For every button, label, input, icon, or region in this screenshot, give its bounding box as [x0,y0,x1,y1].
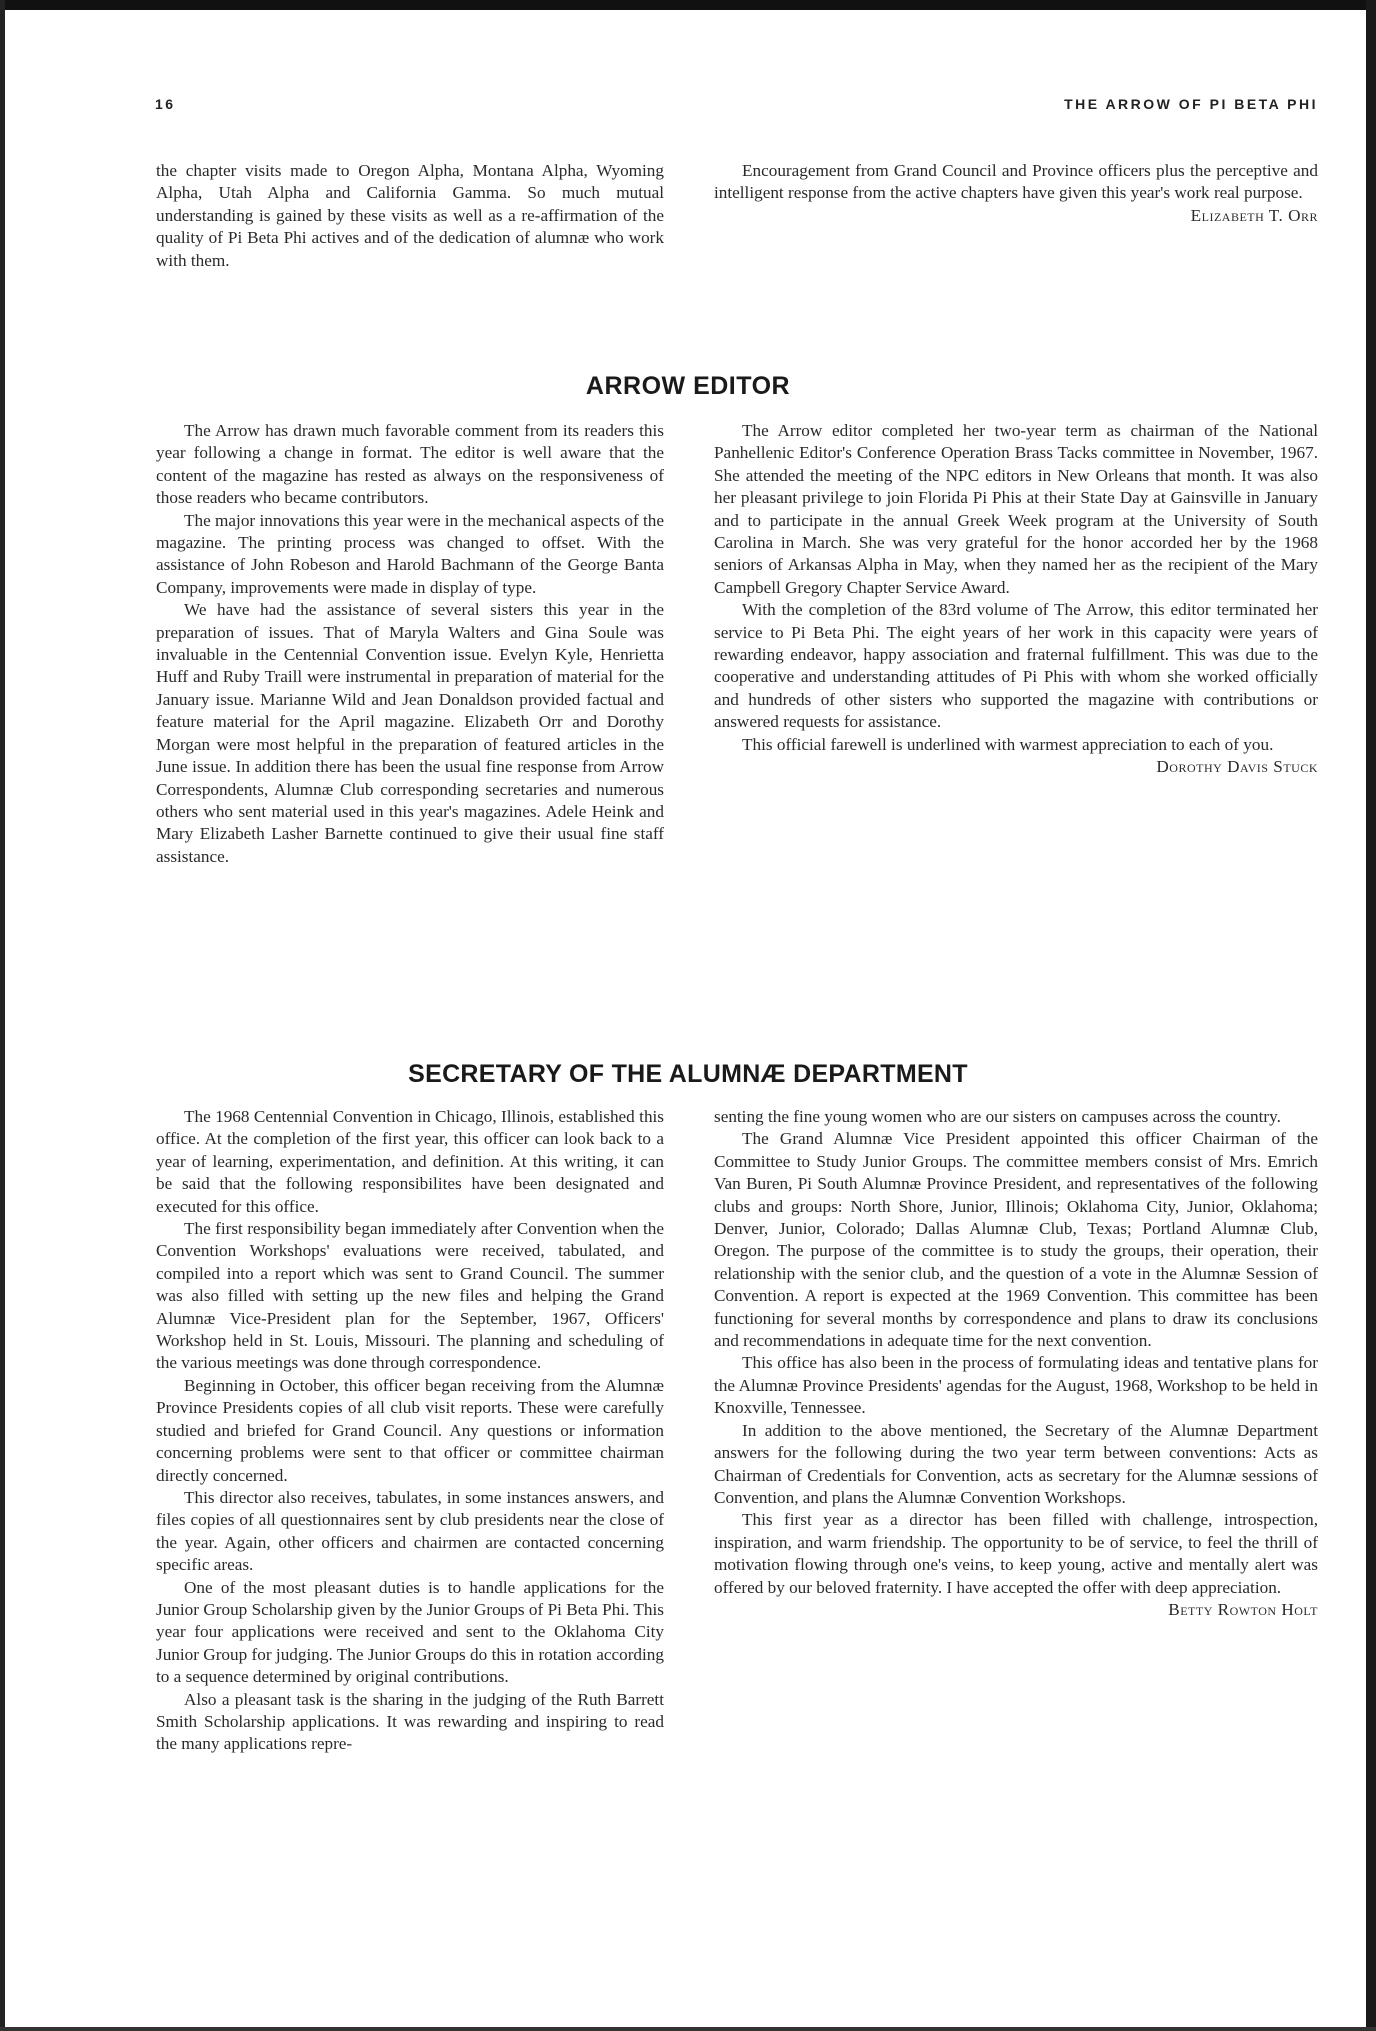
signature: Betty Rowton Holt [1168,1599,1318,1619]
signature: Dorothy Davis Stuck [1156,757,1318,777]
paragraph: This official farewell is underlined with warmest appreciation to each of you. [742,734,1274,754]
paragraph: Encouragement from Grand Council and Province officers plus the perceptive and intelligent response from the active chapters have given this year's work real purpose. [714,161,1318,203]
paragraph: We have had the assistance of several sisters this year in the preparation of issues. That of Maryla Walters and Gina Soule was invaluable in the Centennial Convention issue. Evelyn Kyle, Henrietta Huff and Ruby Traill were instrumental in preparation of material for the January issue. Marianne Wild and Jean Donaldson provided factual and feature material for the April magazine. Elizabeth Orr and Dorothy Morgan were most helpful in the preparation of featured articles in the June issue. In addition there has been the usual fine response from Arrow Correspondents, Alumnæ Club corresponding secretaries and numerous others who sent material used in this year's magazines. Adele Heink and Mary Elizabeth Lasher Barnette continued to give their usual fine staff assistance. [156,600,664,866]
running-title: THE ARROW OF PI BETA PHI [1064,96,1318,112]
paragraph: The major innovations this year were in the mechanical aspects of the magazine. The printing process was changed to offset. With the assistance of John Robeson and Harold Bachmann of the George Banta Company, improvements were made in display of type. [156,510,664,597]
intro-right-column [714,160,1318,227]
paragraph: This director also receives, tabulates, in some instances answers, and files copies of all questionnaires sent by club presidents near the close of the year. Again, other officers and chairmen are contacted concerning specific areas. [156,1487,664,1575]
scan-border-right [1366,0,1376,2031]
paragraph: This office has also been in the process of formulating ideas and tentative plans for the Alumnæ Province Presidents' agendas for the August, 1968, Workshop to be held in Knoxville, Tennessee. [714,1353,1318,1418]
arrow-editor-left-column [156,420,664,868]
intro-left-column [156,160,664,272]
paragraph: In addition to the above mentioned, the Secretary of the Alumnæ Department answers for the following during the two year term between conventions: Acts as Chairman of Credentials for Convention, acts as secretary for the Alumnæ sessions of Convention, and plans the Alumnæ Convention Workshops. [714,1420,1318,1507]
paragraph: One of the most pleasant duties is to handle applications for the Junior Group Scholarship given by the Junior Groups of Pi Beta Phi. This year four applications were received and sent to the Oklahoma City Junior Group for judging. The Junior Groups do this in rotation according to a sequence determined by original contributions. [156,1577,664,1687]
page-number: 16 [155,96,176,112]
section-heading-alumnae-secretary: SECRETARY OF THE ALUMNÆ DEPARTMENT [408,1060,968,1088]
scan-border-bottom [0,2027,1376,2031]
paragraph: The Arrow has drawn much favorable comment from its readers this year following a change in format. The editor is well aware that the content of the magazine has rested as always on the responsiveness of those readers who became contributors. [156,421,664,508]
paragraph: The first responsibility began immediately after Convention when the Convention Workshops' evaluations were received, tabulated, and compiled into a report which was sent to Grand Council. The summer was also filled with setting up the new files and helping the Grand Alumnæ Vice-President plan for the September, 1967, Officers' Workshop held in St. Louis, Missouri. The planning and scheduling of the various meetings was done through correspondence. [156,1219,664,1373]
alumnae-secretary-left-column [156,1106,664,1756]
scan-border-left [0,0,5,2031]
paragraph: senting the fine young women who are our sisters on campuses across the country. [714,1107,1281,1126]
paragraph: Beginning in October, this officer began receiving from the Alumnæ Province Presidents copies of all club visit reports. These were carefully studied and briefed for Grand Council. Any questions or information concerning problems were sent to that officer or committee chairman directly concerned. [156,1375,664,1485]
paragraph: The 1968 Centennial Convention in Chicago, Illinois, established this office. At the completion of the first year, this officer can look back to a year of learning, experimentation, and definition. At this writing, it can be said that the following responsibilites have been designated and executed for this office. [156,1107,664,1216]
alumnae-secretary-right-column [714,1106,1318,1621]
paragraph: With the completion of the 83rd volume of The Arrow, this editor terminated her service to Pi Beta Phi. The eight years of her work in this capacity were years of rewarding endeavor, happy association and fraternal fulfillment. This was due to the cooperative and understanding attitudes of Pi Phis with whom she worked officially and hundreds of other sisters who supported the magazine with contributions or answered requests for assistance. [714,600,1318,732]
arrow-editor-right-column [714,420,1318,779]
paragraph: This first year as a director has been filled with challenge, introspection, inspiration, and warm friendship. The opportunity to be of service, to feel the thrill of motivation flowing through one's veins, to keep young, active and mentally alert was offered by our beloved fraternity. I have accepted the offer with deep appreciation. [714,1510,1318,1597]
scan-border-top [0,0,1376,10]
paragraph: Also a pleasant task is the sharing in the judging of the Ruth Barrett Smith Scholarship applications. It was rewarding and inspiring to read the many applications repre- [156,1689,664,1754]
signature: Elizabeth T. Orr [1190,205,1318,225]
section-heading-arrow-editor: ARROW EDITOR [585,372,791,400]
paragraph: The Grand Alumnæ Vice President appointed this officer Chairman of the Committee to Study Junior Groups. The committee members consist of Mrs. Emrich Van Buren, Pi South Alumnæ Province President, and representatives of the following clubs and groups: North Shore, Junior, Illinois; Oklahoma City, Junior, Oklahoma; Denver, Junior, Colorado; Dallas Alumnæ Club, Texas; Portland Alumnæ Club, Oregon. The purpose of the committee is to study the groups, their operation, their relationship with the senior club, and the question of a vote in the Alumnæ Session of Convention. A report is expected at the 1969 Convention. This committee has been functioning for several months by correspondence and plans to draw its conclusions and recommendations in adequate time for the next convention. [714,1129,1318,1351]
paragraph: The Arrow editor completed her two-year term as chairman of the National Panhellenic Editor's Conference Operation Brass Tacks committee in November, 1967. She attended the meeting of the NPC editors in New Orleans that month. It was also her pleasant privilege to join Florida Pi Phis at their State Day at Gainsville in January and to participate in the annual Greek Week program at the University of South Carolina in March. She was very grateful for the honor accorded her by the 1968 seniors of Arkansas Alpha in May, when they named her as the recipient of the Mary Campbell Gregory Chapter Service Award. [714,421,1318,597]
paragraph: the chapter visits made to Oregon Alpha, Montana Alpha, Wyoming Alpha, Utah Alpha and California Gamma. So much mutual understanding is gained by these visits as well as a re-affirmation of the quality of Pi Beta Phi actives and of the dedication of alumnæ who work with them. [156,161,664,270]
